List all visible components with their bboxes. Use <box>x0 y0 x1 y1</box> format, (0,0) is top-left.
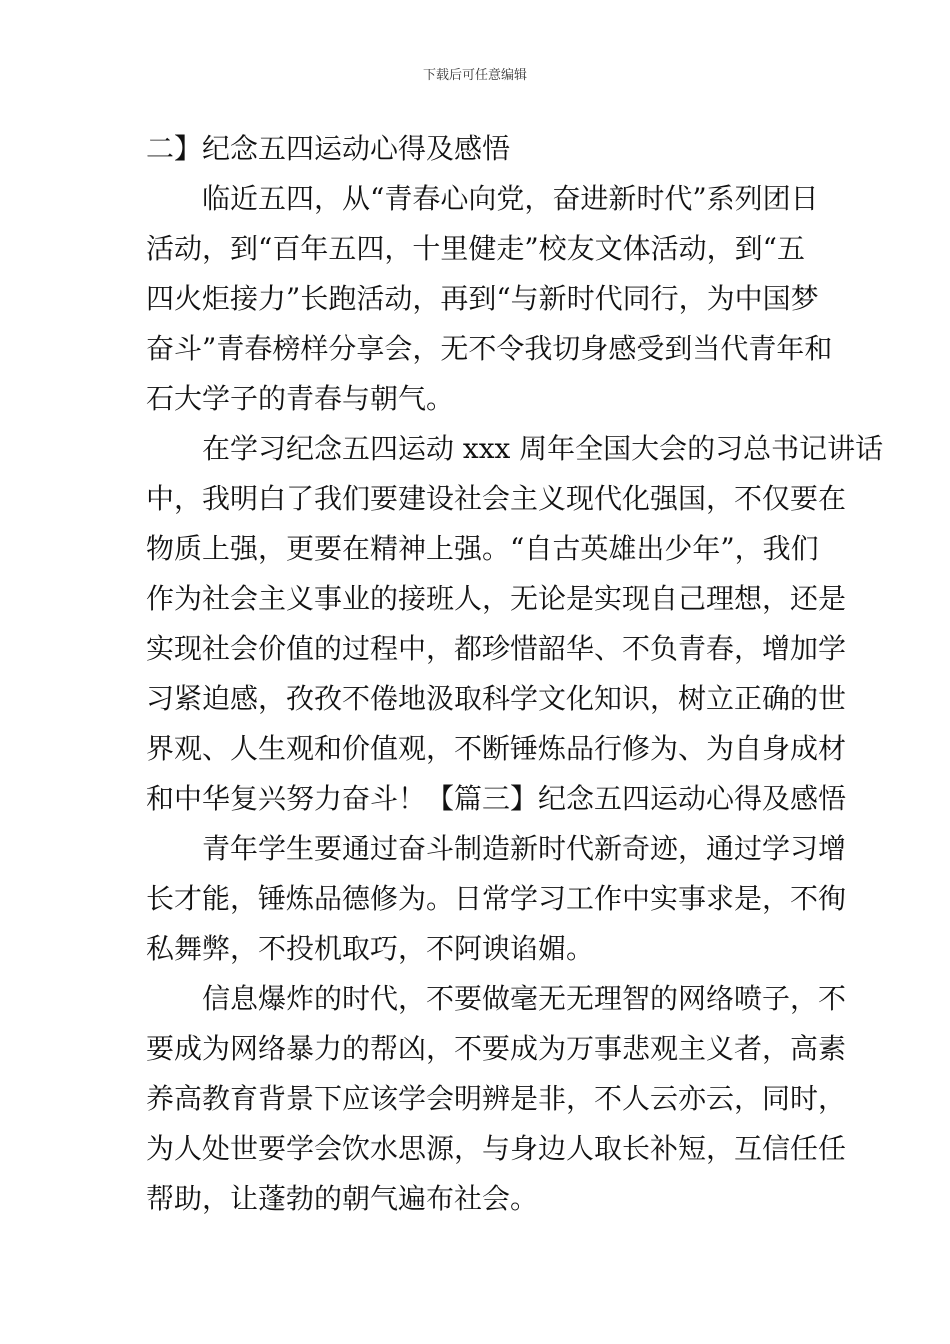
paragraph-line: 为人处世要学会饮水思源，与身边人取长补短，互信任任 <box>146 1132 847 1165</box>
paragraph-line: 临近五四，从“青春心向党，奋进新时代”系列团日 <box>202 182 819 215</box>
paragraph-line: 实现社会价值的过程中，都珍惜韶华、不负青春，增加学 <box>146 632 847 665</box>
paragraph-line: 活动，到“百年五四，十里健走”校友文体活动，到“五 <box>146 232 805 265</box>
paragraph-line: 长才能，锤炼品德修为。日常学习工作中实事求是，不徇 <box>146 882 847 915</box>
header-note: 下载后可任意编辑 <box>422 68 527 83</box>
paragraph-line: 帮助，让蓬勃的朝气遍布社会。 <box>146 1182 539 1215</box>
paragraph-line: 和中华复兴努力奋斗！【篇三】纪念五四运动心得及感悟 <box>146 782 847 815</box>
paragraph-line: 在学习纪念五四运动 xxx 周年全国大会的习总书记讲话 <box>202 432 884 465</box>
paragraph-line: 要成为网络暴力的帮凶，不要成为万事悲观主义者，高素 <box>146 1032 847 1065</box>
paragraph-line: 信息爆炸的时代，不要做毫无无理智的网络喷子，不 <box>202 982 847 1015</box>
paragraph-line: 奋斗”青春榜样分享会，无不令我切身感受到当代青年和 <box>146 332 833 365</box>
paragraph-line: 青年学生要通过奋斗制造新时代新奇迹，通过学习增 <box>202 832 847 865</box>
paragraph-line: 作为社会主义事业的接班人，无论是实现自己理想，还是 <box>146 582 847 615</box>
paragraph-line: 私舞弊，不投机取巧，不阿谀谄媚。 <box>146 932 595 965</box>
paragraph-line: 中，我明白了我们要建设社会主义现代化强国，不仅要在 <box>146 482 847 515</box>
document-body <box>146 124 884 1224</box>
paragraph-line: 石大学子的青春与朝气。 <box>146 382 455 415</box>
paragraph-line: 物质上强，更要在精神上强。“自古英雄出少年”，我们 <box>146 532 819 565</box>
paragraph-line: 习紧迫感，孜孜不倦地汲取科学文化知识，树立正确的世 <box>146 682 847 715</box>
paragraph-line: 界观、人生观和价值观，不断锤炼品行修为、为自身成材 <box>146 732 847 765</box>
paragraph-line: 四火炬接力”长跑活动，再到“与新时代同行，为中国梦 <box>146 282 819 315</box>
paragraph-line: 养高教育背景下应该学会明辨是非，不人云亦云，同时， <box>146 1082 847 1115</box>
section-heading: 二】纪念五四运动心得及感悟 <box>146 132 511 165</box>
